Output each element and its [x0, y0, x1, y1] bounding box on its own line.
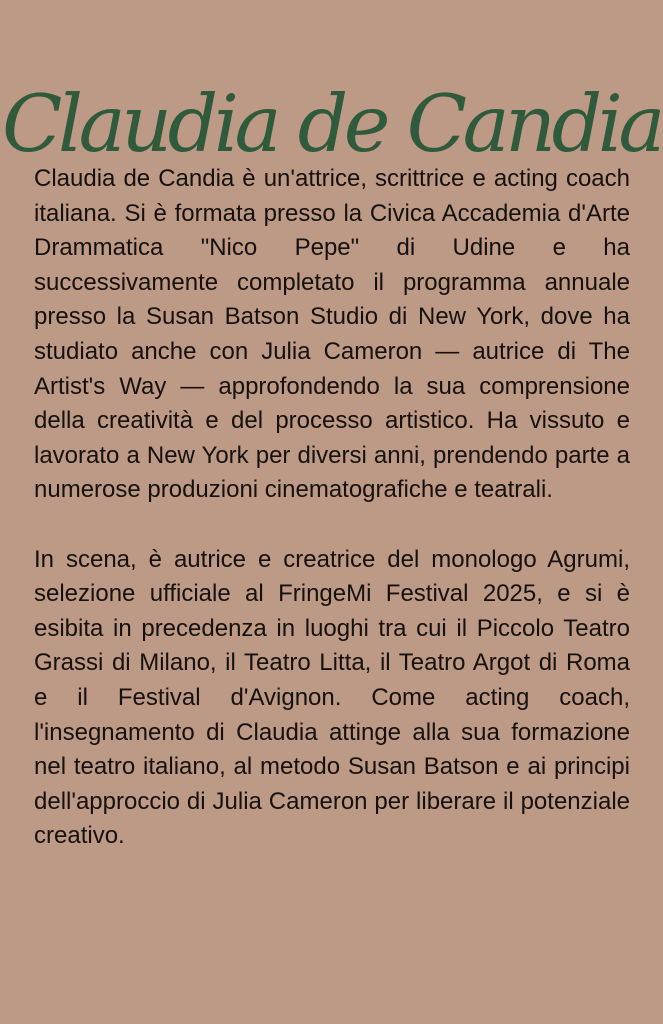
- page-title: Claudia de Candia: [1, 77, 662, 170]
- bio-text: [34, 162, 630, 854]
- bio-paragraph-2: In scena, è autrice e creatrice del monologo Agrumi, selezione ufficiale al FringeMi Festival 2025, e si è esibita in precedenza in luoghi tra cui il Piccolo Teatro Grassi di Milano, il Teatro Litta, il Teatro Argot di Roma e il Festival d'Avignon. Come acting coach, l'insegnamento di Claudia attinge alla sua formazione nel teatro italiano, al metodo Susan Batson e ai principi dell'approccio di Julia Cameron per liberare il potenziale creativo.: [34, 545, 630, 850]
- bio-paragraph-1: Claudia de Candia è un'attrice, scrittrice e acting coach italiana. Si è formata presso la Civica Accademia d'Arte Drammatica "Nico Pepe" di Udine e ha successivamente completato il programma annuale presso la Susan Batson Studio di New York, dove ha studiato anche con Julia Cameron — autrice di The Artist's Way — approfondendo la sua comprensione della creatività e del processo artistico. Ha vissuto e lavorato a New York per diversi anni, prendendo parte a numerose produzioni cinematografiche e teatrali.: [34, 165, 630, 504]
